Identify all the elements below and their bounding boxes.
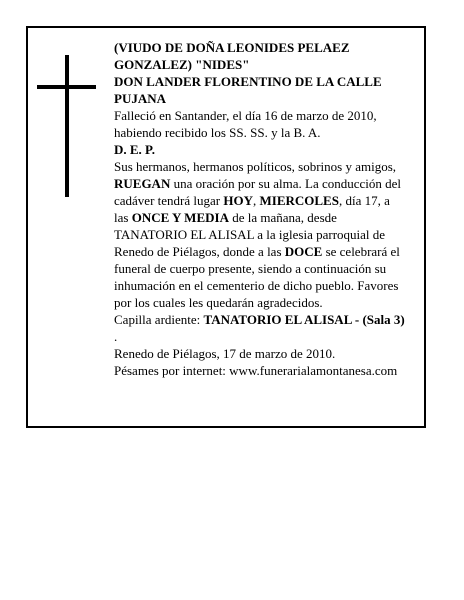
deceased-name: DON LANDER FLORENTINO DE LA CALLE	[114, 74, 382, 89]
cross-icon-crossbar	[37, 85, 96, 89]
family-line-3	[114, 192, 426, 209]
capilla-label: Capilla ardiente:	[114, 312, 204, 327]
cross-icon	[65, 55, 69, 197]
family-line-9: por los cuales les quedarán agradecidos.	[114, 295, 323, 310]
capilla-dot: .	[114, 329, 118, 344]
family-line-1: Sus hermanos, hermanos políticos, sobrinos y amigos,	[114, 159, 397, 174]
deceased-surname: PUJANA	[114, 91, 166, 106]
family-line-7: funeral de cuerpo presente, siendo a continuación su	[114, 261, 387, 276]
doce-text: DOCE	[284, 244, 323, 259]
family-line-2-rest: una oración por su alma. La conducción del	[170, 176, 402, 191]
miercoles-text: MIERCOLES	[259, 193, 339, 208]
header-line-1: (VIUDO DE DOÑA LEONIDES PELAEZ	[114, 40, 350, 55]
family-line-5: TANATORIO EL ALISAL a la iglesia parroquial de	[114, 227, 386, 242]
family-line-4-b: de la mañana, desde	[228, 210, 337, 225]
family-line-6-b: se celebrará el	[322, 244, 400, 259]
family-line-4-a: las	[114, 210, 132, 225]
obituary-text	[114, 39, 426, 379]
family-line-8: inhumación en el cementerio de dicho pueblo. Favores	[114, 278, 399, 293]
dep-label: D. E. P.	[114, 142, 156, 157]
header-line-2: GONZALEZ) "NIDES"	[114, 57, 250, 72]
family-line-4	[114, 209, 426, 226]
capilla-line	[114, 311, 426, 328]
ruegan-text: RUEGAN	[114, 176, 171, 191]
once-y-media-text: ONCE Y MEDIA	[131, 210, 229, 225]
hoy-text: HOY	[223, 193, 253, 208]
family-line-3-b: , día 17, a	[338, 193, 390, 208]
comma-text: ,	[252, 193, 260, 208]
place-date: Renedo de Piélagos, 17 de marzo de 2010.	[114, 346, 336, 361]
family-line-6-a: Renedo de Piélagos, donde a las	[114, 244, 285, 259]
family-line-6	[114, 243, 426, 260]
death-info-line-1: Falleció en Santander, el día 16 de marzo de 2010,	[114, 108, 377, 123]
family-line-2	[114, 175, 426, 192]
death-info-line-2: habiendo recibido los SS. SS. y la B. A.	[114, 125, 321, 140]
condolences-line: Pésames por internet: www.funerarialamontanesa.com	[114, 363, 398, 378]
capilla-place: TANATORIO EL ALISAL - (Sala 3)	[203, 312, 405, 327]
family-line-3-a: cadáver tendrá lugar	[114, 193, 224, 208]
